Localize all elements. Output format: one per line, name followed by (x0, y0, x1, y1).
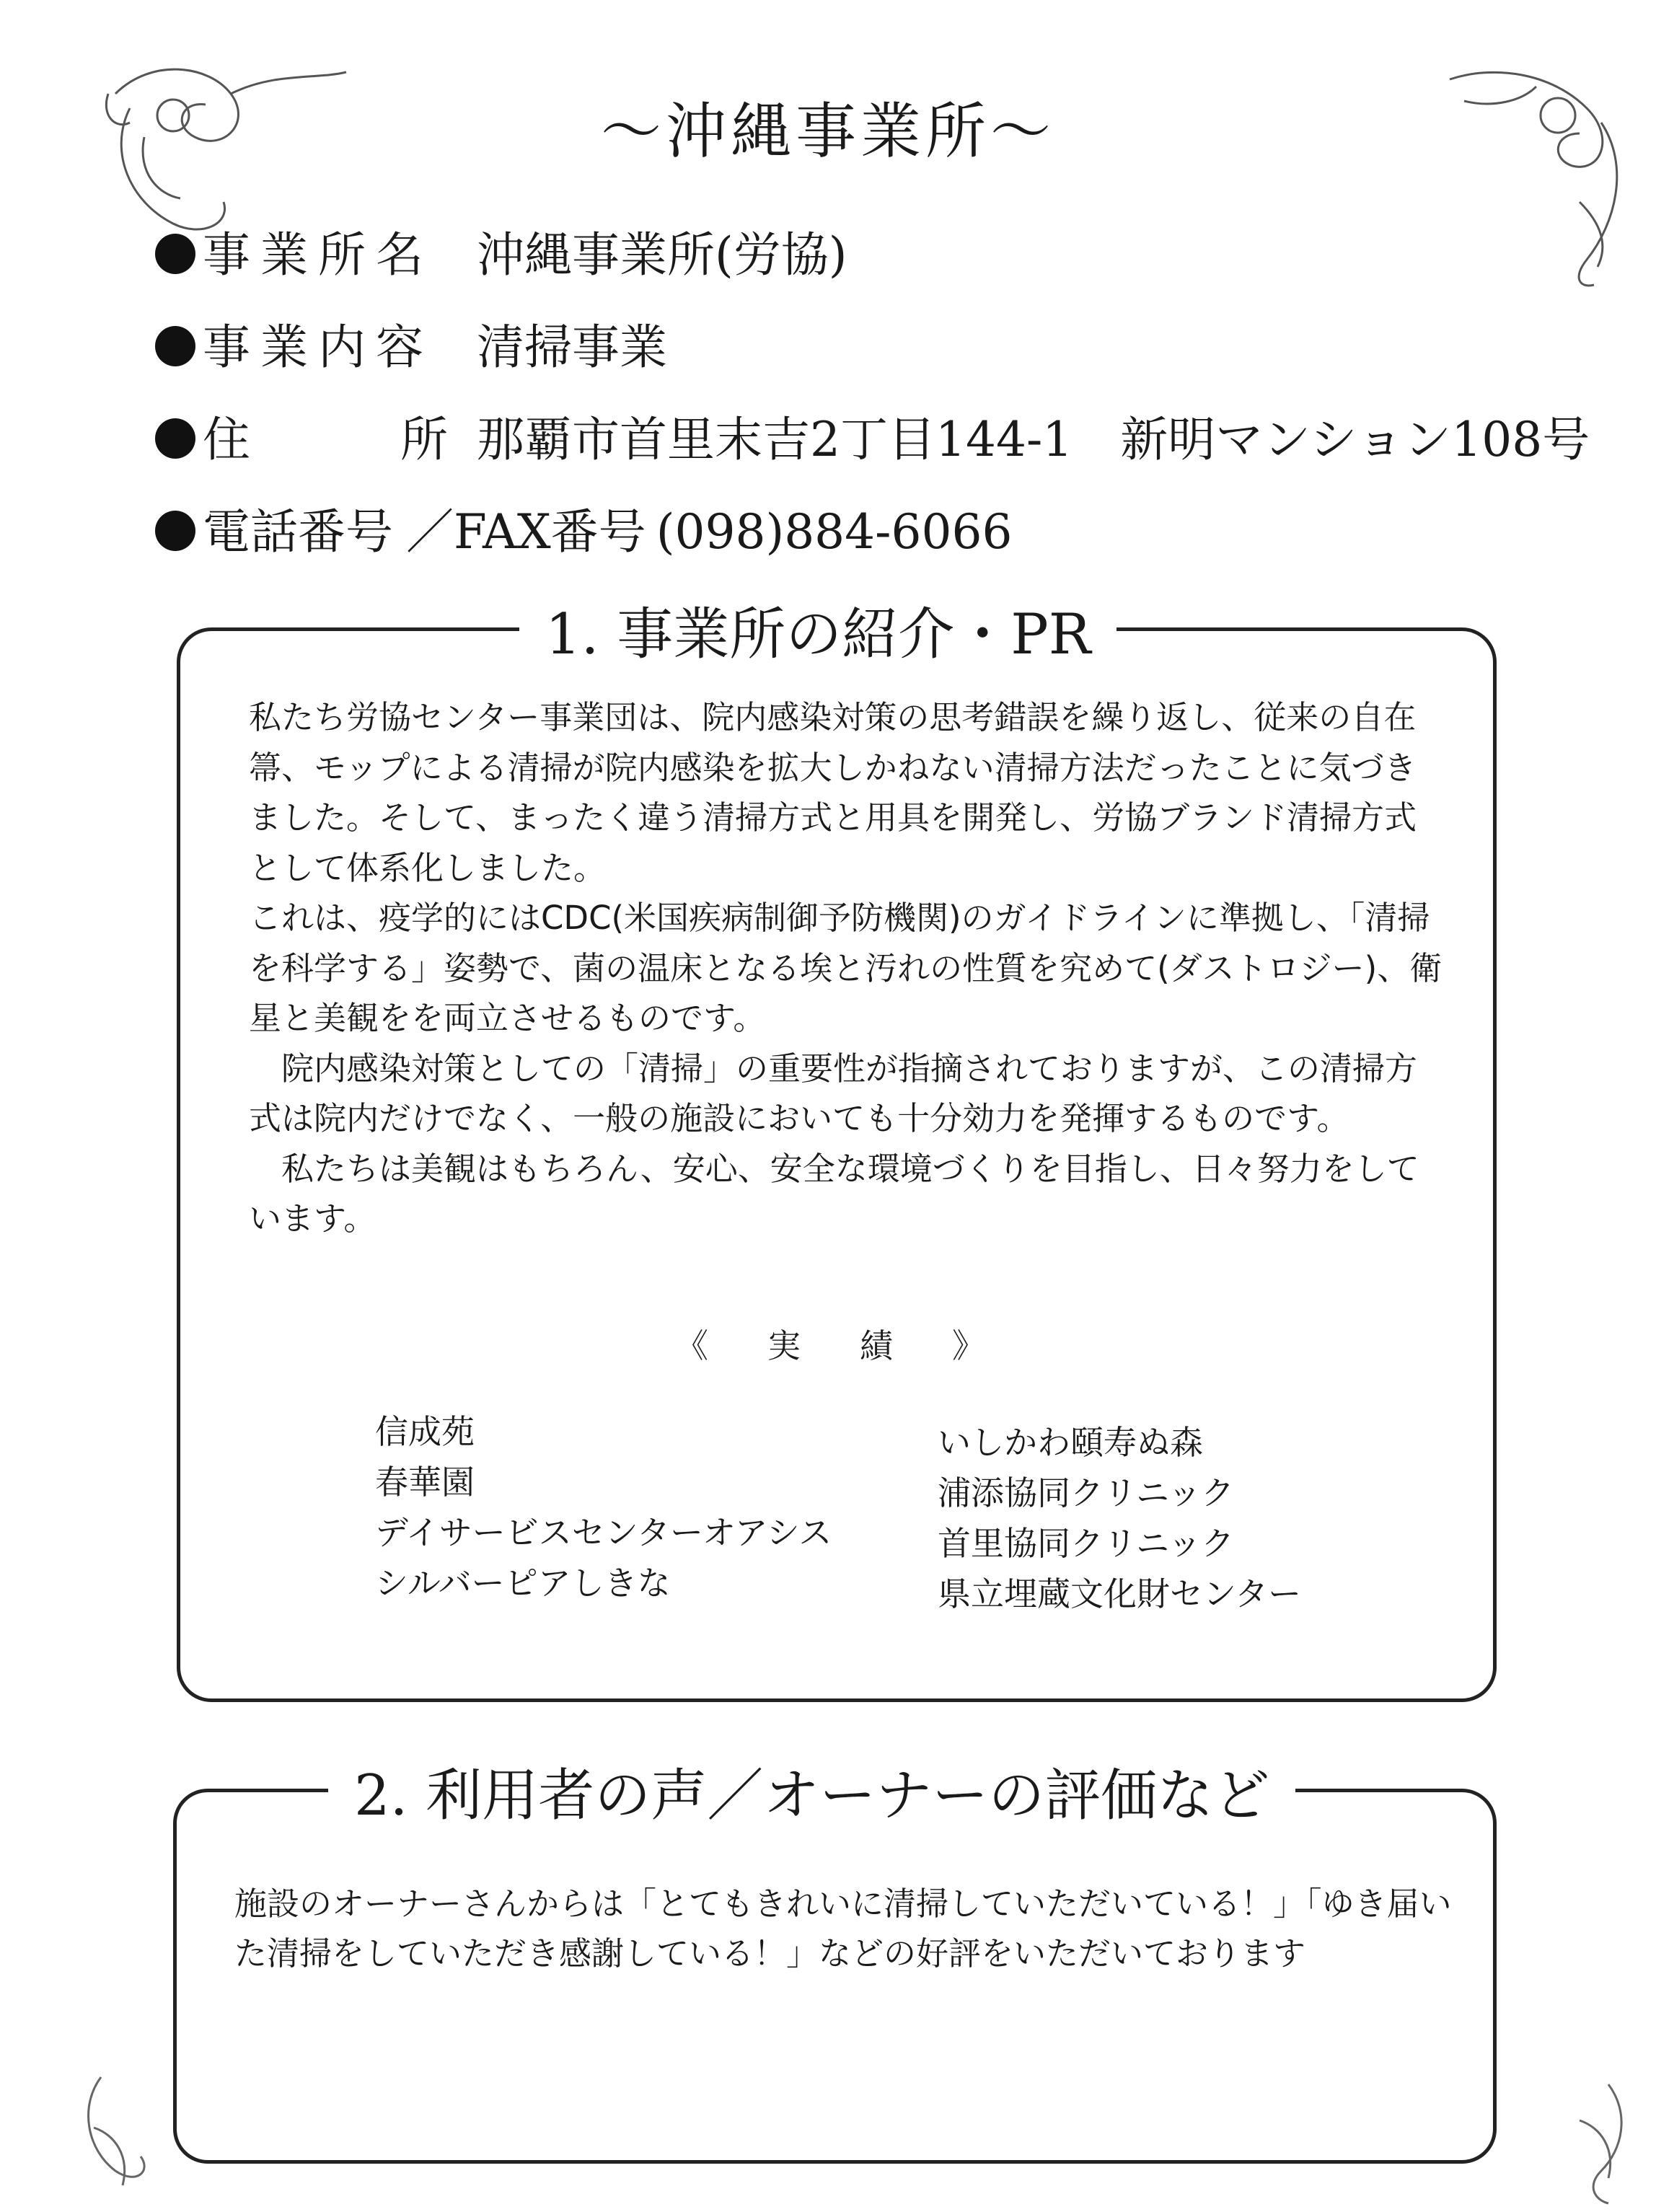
list-item: デイサービスセンターオアシス (375, 1513, 832, 1552)
achievements-left-list (375, 1406, 832, 1608)
user-voice-text: 施設のオーナーさんからは「とてもきれいに清掃していただいている！」「ゆき届いた清掃をしていただき感謝している！」などの好評をいただいております (234, 1885, 1452, 1973)
pr-paragraph: 私たち労協センター事業団は、院内感染対策の思考錯誤を繰り返し、従来の自在箒、モップによる清掃が院内感染を拡大しかねない清掃方法だったことに気づきました。そして、まったく違う清掃方式と用具を開発し、労協ブランド清掃方式として体系化しました。 (249, 698, 1417, 887)
info-row-phone (155, 493, 1641, 586)
achievements-title: 《 実 績 》 (675, 1326, 998, 1365)
corner-flourish-bottom-right (1522, 2077, 1644, 2207)
list-item: 浦添協同クリニック (938, 1473, 1235, 1512)
phone-label: 電話番号 (203, 504, 393, 560)
address-value: 那覇市首里末吉2丁目144-1 新明マンション108号 (477, 412, 1590, 467)
business-value: 清掃事業 (477, 320, 667, 375)
list-item: 県立埋蔵文化財センター (938, 1574, 1302, 1613)
user-voice-heading: 2. 利用者の声／オーナーの評価など (328, 1750, 1295, 1831)
business-label: 事業内容 (203, 320, 433, 375)
bullet-icon (155, 511, 195, 551)
address-label-part2: 所 (400, 412, 448, 467)
list-item: 春華園 (375, 1463, 475, 1502)
info-row-address (155, 401, 1641, 493)
info-row-name (155, 216, 1641, 309)
user-voice-section (173, 1763, 1497, 2164)
office-name-value: 沖縄事業所(労協) (477, 227, 847, 283)
list-item: 信成苑 (375, 1412, 475, 1451)
list-item: 首里協同クリニック (938, 1524, 1235, 1563)
address-label (203, 401, 448, 470)
list-item: シルバーピアしきな (375, 1564, 671, 1603)
office-info-list (155, 216, 1641, 586)
list-item: いしかわ頤寿ぬ森 (938, 1423, 1203, 1462)
intro-pr-heading: 1. 事業所の紹介・PR (519, 589, 1117, 670)
bullet-icon (155, 418, 195, 459)
achievements-right-list (938, 1417, 1301, 1619)
pr-paragraph: 私たちは美観はもちろん、安心、安全な環境づくりを目指し、日々努力をしています。 (249, 1149, 1419, 1238)
info-row-business (155, 309, 1641, 401)
office-name-label: 事業所名 (203, 227, 433, 283)
fax-label: ／FAX番号 (406, 504, 646, 560)
phone-value: (098)884-6066 (656, 504, 1013, 560)
intro-pr-section (177, 602, 1497, 1702)
bullet-icon (155, 326, 195, 366)
pr-paragraph: 院内感染対策としての「清掃」の重要性が指摘されておりますが、この清掃方式は院内だけでなく、一般の施設においても十分効力を発揮するものです。 (249, 1049, 1418, 1137)
pr-paragraph: これは、疫学的にはCDC(米国疾病制御予防機関)のガイドラインに準拠し、「清掃を科学する」姿勢で、菌の温床となる埃と汚れの性質を究めて(ダストロジー)、衛星と美観をを両立させるものです。 (249, 899, 1443, 1037)
bullet-icon (155, 234, 195, 274)
page-title: ～沖縄事業所～ (600, 96, 1055, 167)
address-label-part1: 住 (203, 412, 250, 467)
intro-pr-text (249, 692, 1446, 1244)
